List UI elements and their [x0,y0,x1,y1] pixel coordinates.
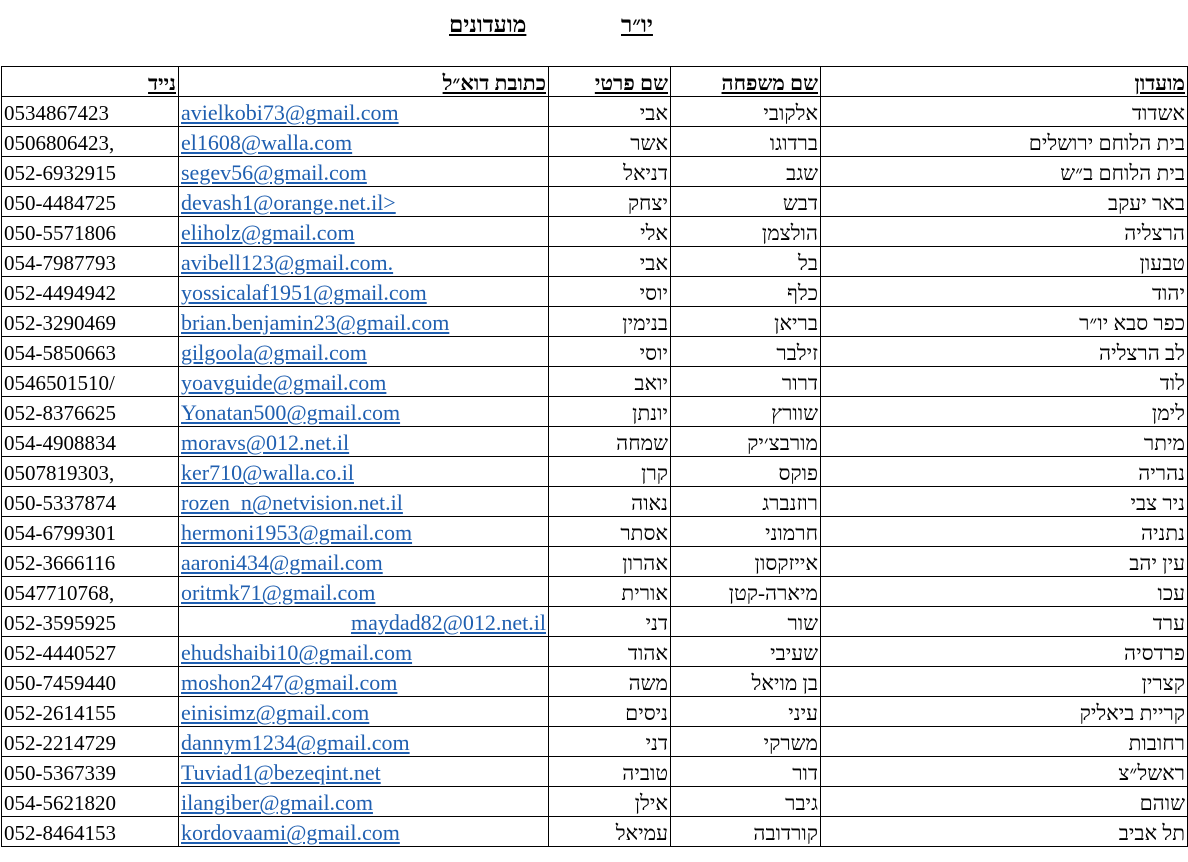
email-link[interactable]: aaroni434@gmail.com [181,550,383,575]
club-cell: באר יעקב [821,187,1188,217]
club-cell: תל אביב [821,817,1188,847]
title-chairman: יו״ר [621,12,653,37]
email-cell [179,337,549,367]
table-row [2,757,1188,787]
phone-cell: 0546501510/ [2,367,179,397]
last-name-cell: פוקס [671,457,821,487]
email-link[interactable]: Yonatan500@gmail.com [181,400,401,425]
email-cell [179,217,549,247]
email-cell [179,667,549,697]
last-name-cell: מיארה-קטן [671,577,821,607]
email-cell [179,487,549,517]
club-cell: ניר צבי [821,487,1188,517]
table-row [2,487,1188,517]
email-cell [179,607,549,637]
table-row [2,697,1188,727]
club-cell: יהוד [821,277,1188,307]
table-row [2,577,1188,607]
email-cell [179,517,549,547]
phone-cell: 0506806423, [2,127,179,157]
email-cell [179,97,549,127]
first-name-cell: אסתר [549,517,671,547]
phone-cell: 052-4494942 [2,277,179,307]
first-name-cell: יוסי [549,277,671,307]
first-name-cell: שמחה [549,427,671,457]
email-link[interactable]: ker710@walla.co.il [181,460,354,485]
table-row [2,307,1188,337]
email-link[interactable]: rozen_n@netvision.net.il [181,490,403,515]
club-cell: נהריה [821,457,1188,487]
last-name-cell: בל [671,247,821,277]
first-name-cell: דניאל [549,157,671,187]
phone-cell: 050-5337874 [2,487,179,517]
last-name-cell: דרור [671,367,821,397]
email-cell [179,787,549,817]
table-row [2,787,1188,817]
club-cell: בית הלוחם ירושלים [821,127,1188,157]
email-link[interactable]: devash1@orange.net.il> [181,190,396,215]
phone-cell: 052-8376625 [2,397,179,427]
email-cell [179,727,549,757]
last-name-cell: דור [671,757,821,787]
table-row [2,127,1188,157]
last-name-cell: רוזנברג [671,487,821,517]
email-link[interactable]: moshon247@gmail.com [181,670,398,695]
header-club: מועדון [821,67,1188,97]
last-name-cell: בריאן [671,307,821,337]
table-row [2,457,1188,487]
title-clubs: מועדונים [449,12,527,37]
email-cell [179,397,549,427]
phone-cell: 050-4484725 [2,187,179,217]
table-row [2,727,1188,757]
club-cell: לוד [821,367,1188,397]
email-cell [179,367,549,397]
table-row [2,157,1188,187]
last-name-cell: מורבצ׳יק [671,427,821,457]
first-name-cell: אילן [549,787,671,817]
email-cell [179,637,549,667]
last-name-cell: שגב [671,157,821,187]
email-link[interactable]: Tuviad1@bezeqint.net [181,760,381,785]
table-row [2,247,1188,277]
table-row [2,427,1188,457]
phone-cell: 052-3595925 [2,607,179,637]
club-cell: נתניה [821,517,1188,547]
email-cell [179,697,549,727]
phone-cell: 050-5571806 [2,217,179,247]
table-row [2,817,1188,847]
email-link[interactable]: yossicalaf1951@gmail.com [181,280,427,305]
last-name-cell: בן מויאל [671,667,821,697]
phone-cell: 052-2614155 [2,697,179,727]
first-name-cell: אלי [549,217,671,247]
email-link[interactable]: avibell123@gmail.com. [181,250,394,275]
email-cell [179,277,549,307]
last-name-cell: שוורץ [671,397,821,427]
phone-cell: 052-6932915 [2,157,179,187]
phone-cell: 0534867423 [2,97,179,127]
table-row [2,277,1188,307]
last-name-cell: גיבר [671,787,821,817]
email-link[interactable]: ehudshaibi10@gmail.com [181,640,413,665]
phone-cell: 054-5621820 [2,787,179,817]
first-name-cell: אבי [549,97,671,127]
club-cell: שוהם [821,787,1188,817]
email-cell [179,817,549,847]
email-cell [179,547,549,577]
email-link[interactable]: segev56@gmail.com [181,160,367,185]
first-name-cell: דני [549,607,671,637]
first-name-cell: אבי [549,247,671,277]
email-link[interactable]: oritmk71@gmail.com [181,580,376,605]
last-name-cell: ברדוגו [671,127,821,157]
phone-cell: 054-6799301 [2,517,179,547]
club-cell: הרצליה [821,217,1188,247]
email-link[interactable]: dannym1234@gmail.com [181,730,410,755]
header-first-name: שם פרטי [549,67,671,97]
club-cell: קריית ביאליק [821,697,1188,727]
first-name-cell: בנימין [549,307,671,337]
first-name-cell: משה [549,667,671,697]
club-cell: אשדוד [821,97,1188,127]
header-phone: נייד [2,67,179,97]
first-name-cell: יוסי [549,337,671,367]
club-cell: פרדסיה [821,637,1188,667]
email-cell [179,427,549,457]
email-link[interactable]: kordovaami@gmail.com [181,820,400,845]
last-name-cell: חרמוני [671,517,821,547]
club-cell: כפר סבא יו״ר [821,307,1188,337]
phone-cell: 052-8464153 [2,817,179,847]
last-name-cell: זילבר [671,337,821,367]
first-name-cell: קרן [549,457,671,487]
phone-cell: 054-5850663 [2,337,179,367]
email-link[interactable]: avielkobi73@gmail.com [181,100,399,125]
first-name-cell: יונתן [549,397,671,427]
club-cell: עין יהב [821,547,1188,577]
table-row [2,97,1188,127]
first-name-cell: אהרון [549,547,671,577]
club-cell: לב הרצליה [821,337,1188,367]
table-row [2,397,1188,427]
club-cell: רחובות [821,727,1188,757]
phone-cell: 052-4440527 [2,637,179,667]
table-row [2,547,1188,577]
last-name-cell: אייזקסון [671,547,821,577]
first-name-cell: אורית [549,577,671,607]
table-row [2,367,1188,397]
last-name-cell: משרקי [671,727,821,757]
last-name-cell: דבש [671,187,821,217]
phone-cell: 050-5367339 [2,757,179,787]
last-name-cell: שור [671,607,821,637]
phone-cell: 052-3666116 [2,547,179,577]
table-row [2,217,1188,247]
contacts-table [1,66,1188,847]
email-link[interactable]: yoavguide@gmail.com [181,370,387,395]
table-row [2,607,1188,637]
table-row [2,517,1188,547]
email-link[interactable]: einisimz@gmail.com [181,700,370,725]
first-name-cell: טוביה [549,757,671,787]
phone-cell: 054-4908834 [2,427,179,457]
email-link[interactable]: ilangiber@gmail.com [181,790,373,815]
first-name-cell: אשר [549,127,671,157]
phone-cell: 054-7987793 [2,247,179,277]
email-cell [179,127,549,157]
phone-cell: 0507819303, [2,457,179,487]
phone-cell: 050-7459440 [2,667,179,697]
phone-cell: 052-2214729 [2,727,179,757]
first-name-cell: נאוה [549,487,671,517]
last-name-cell: שעיבי [671,637,821,667]
table-row [2,337,1188,367]
phone-cell: 052-3290469 [2,307,179,337]
email-link[interactable]: moravs@012.net.il [181,430,350,455]
table-header-row [2,67,1188,97]
email-cell [179,307,549,337]
club-cell: קצרין [821,667,1188,697]
last-name-cell: כלף [671,277,821,307]
first-name-cell: דני [549,727,671,757]
email-link[interactable]: gilgoola@gmail.com [181,340,367,365]
first-name-cell: עמיאל [549,817,671,847]
club-cell: מיתר [821,427,1188,457]
first-name-cell: אהוד [549,637,671,667]
email-cell [179,457,549,487]
first-name-cell: ניסים [549,697,671,727]
club-cell: לימן [821,397,1188,427]
email-link[interactable]: eliholz@gmail.com [181,220,355,245]
last-name-cell: הולצמן [671,217,821,247]
email-cell [179,757,549,787]
table-row [2,637,1188,667]
header-email: כתובת דוא״ל [179,67,549,97]
first-name-cell: יואב [549,367,671,397]
email-link[interactable]: maydad82@012.net.il [350,610,546,635]
email-link[interactable]: hermoni1953@gmail.com [181,520,413,545]
header-last-name: שם משפחה [671,67,821,97]
table-row [2,667,1188,697]
email-link[interactable]: el1608@walla.com [181,130,353,155]
email-cell [179,247,549,277]
email-cell [179,187,549,217]
last-name-cell: קורדובה [671,817,821,847]
club-cell: ראשל״צ [821,757,1188,787]
club-cell: טבעון [821,247,1188,277]
email-cell [179,577,549,607]
club-cell: בית הלוחם ב״ש [821,157,1188,187]
first-name-cell: יצחק [549,187,671,217]
table-row [2,187,1188,217]
phone-cell: 0547710768, [2,577,179,607]
last-name-cell: עיני [671,697,821,727]
email-cell [179,157,549,187]
document-title-bar [0,12,1188,48]
club-cell: עכו [821,577,1188,607]
last-name-cell: אלקובי [671,97,821,127]
email-link[interactable]: brian.benjamin23@gmail.com [181,310,450,335]
club-cell: ערד [821,607,1188,637]
